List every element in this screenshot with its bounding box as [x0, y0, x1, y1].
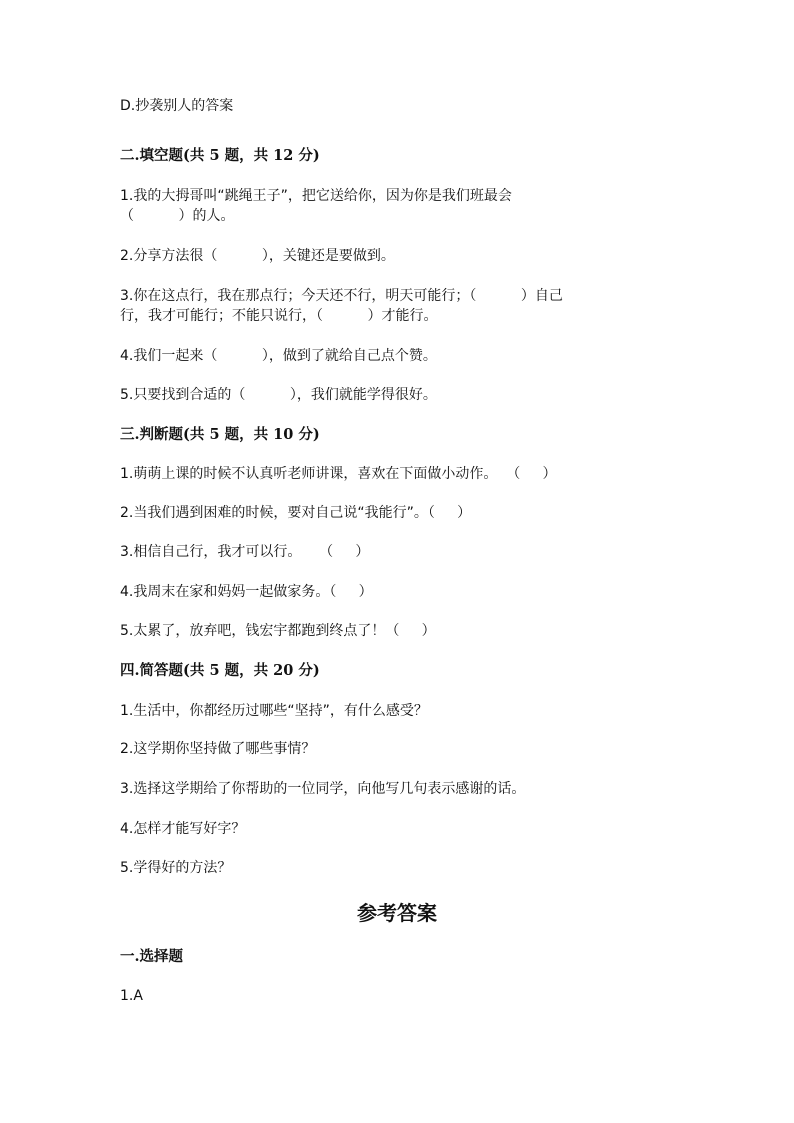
judge-q2: 2.当我们遇到困难的时候，要对自己说“我能行”。（ ） — [120, 505, 472, 521]
answers-section-heading: 一.选择题 — [120, 948, 184, 965]
answers-title: 参考答案 — [357, 901, 437, 925]
judge-heading: 三.判断题(共 5 题，共 10 分) — [120, 426, 320, 443]
fill-blank-q3-line2: 行，我才可能行；不能只说行，（ ）才能行。 — [120, 308, 438, 324]
short-answer-q3: 3.选择这学期给了你帮助的一位同学，向他写几句表示感谢的话。 — [120, 781, 526, 797]
short-answer-q1: 1.生活中，你都经历过哪些“坚持”，有什么感受？ — [120, 703, 428, 719]
fill-blank-q5: 5.只要找到合适的（ ），我们就能学得很好。 — [120, 387, 437, 403]
judge-q5: 5.太累了，放弃吧，钱宏宇都跑到终点了！（ ） — [120, 623, 436, 639]
answer-1: 1.A — [120, 988, 143, 1004]
fill-blank-q3-line1: 3.你在这点行，我在那点行；今天还不行，明天可能行；（ ）自己 — [120, 288, 563, 304]
top-choice-item: D.抄袭别人的答案 — [120, 98, 234, 114]
judge-q3: 3.相信自己行，我才可以行。 （ ） — [120, 544, 370, 560]
fill-blank-q1-line2: （ ）的人。 — [120, 208, 235, 224]
short-answer-heading: 四.简答题(共 5 题，共 20 分) — [120, 662, 320, 679]
short-answer-q4: 4.怎样才能写好字？ — [120, 821, 246, 837]
fill-blank-q2: 2.分享方法很（ ），关键还是要做到。 — [120, 248, 395, 264]
fill-blank-q4: 4.我们一起来（ ），做到了就给自己点个赞。 — [120, 348, 437, 364]
short-answer-q2: 2.这学期你坚持做了哪些事情？ — [120, 741, 316, 757]
short-answer-q5: 5.学得好的方法？ — [120, 860, 232, 876]
judge-q1: 1.萌萌上课的时候不认真听老师讲课，喜欢在下面做小动作。 （ ） — [120, 466, 557, 482]
fill-blank-heading: 二.填空题(共 5 题，共 12 分) — [120, 147, 320, 164]
judge-q4: 4.我周末在家和妈妈一起做家务。（ ） — [120, 584, 373, 600]
fill-blank-q1-line1: 1.我的大拇哥叫“跳绳王子”，把它送给你，因为你是我们班最会 — [120, 188, 512, 204]
